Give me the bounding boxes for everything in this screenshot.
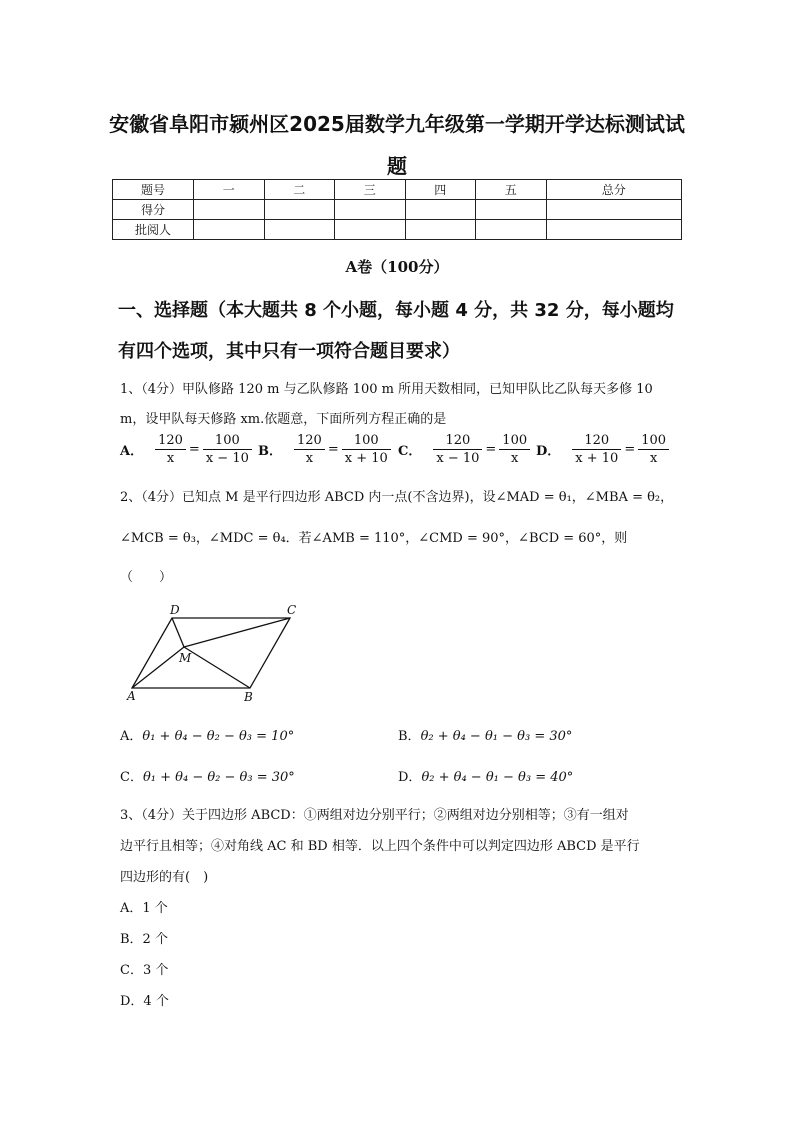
q3-option-d[interactable]: D．4 个 <box>120 994 169 1009</box>
denominator: x − 10 <box>436 451 480 466</box>
q1-option-label: C． <box>398 444 422 459</box>
q2-text-line3: （ ） <box>120 570 173 585</box>
numerator: 100 <box>638 432 669 450</box>
score-cell[interactable] <box>264 220 335 240</box>
q2-option-label: C． <box>120 770 143 785</box>
q3-option-a[interactable]: A．1 个 <box>120 901 168 916</box>
numerator: 100 <box>203 432 252 450</box>
fraction <box>342 432 391 467</box>
score-cell[interactable] <box>264 200 335 220</box>
q2-option-text: θ₁ + θ₄ − θ₂ − θ₃ = 30° <box>142 770 295 785</box>
score-cell[interactable] <box>546 200 682 220</box>
q1-option-d[interactable]: D． $\frac{120}{x + 10}$ = $\frac{100}{x}$ <box>536 432 671 467</box>
denominator: x <box>649 451 658 466</box>
score-cell[interactable] <box>335 220 406 240</box>
score-cell[interactable] <box>546 220 682 240</box>
fraction <box>203 432 252 467</box>
score-cell[interactable] <box>405 220 476 240</box>
q3-text-line2: 边平行且相等；④对角线 AC 和 BD 相等．以上四个条件中可以判定四边形 ABCD 是平行 <box>120 839 640 854</box>
score-header-cell: 三 <box>335 180 406 200</box>
q1-text-line2: m，设甲队每天修路 xm.依题意，下面所列方程正确的是 <box>120 412 447 427</box>
score-header-cell: 四 <box>405 180 476 200</box>
q2-option-label: B． <box>398 729 421 744</box>
q2-option-a[interactable] <box>120 725 294 744</box>
figure-label-d: D <box>170 603 180 617</box>
q1-option-label: D． <box>536 444 561 459</box>
score-header-cell: 题号 <box>113 180 194 200</box>
q2-text-line2: ∠MCB = θ₃，∠MDC = θ₄．若∠AMB = 110°，∠CMD = 90°，∠BCD = 60°，则 <box>120 531 628 546</box>
page-title-line2: 题 <box>387 154 407 178</box>
q3-option-b[interactable]: B．2 个 <box>120 932 168 947</box>
score-cell[interactable] <box>335 200 406 220</box>
denominator: x + 10 <box>344 451 388 466</box>
score-header-cell: 五 <box>476 180 547 200</box>
denominator: x + 10 <box>575 451 619 466</box>
fraction <box>433 432 482 467</box>
volume-heading: A卷（100分） <box>345 258 449 276</box>
q1-option-b[interactable]: B． $\frac{120}{x}$ = $\frac{100}{x + 10}$ <box>258 432 393 467</box>
q3-text-line1: 3、（4分）关于四边形 ABCD：①两组对边分别平行；②两组对边分别相等；③有一组对 <box>120 808 629 823</box>
q2-option-c[interactable] <box>120 766 295 785</box>
q2-option-text: θ₂ + θ₄ − θ₁ − θ₃ = 30° <box>420 729 573 744</box>
score-header-cell: 总分 <box>546 180 682 200</box>
figure-label-c: C <box>287 603 297 617</box>
fraction <box>572 432 621 467</box>
score-table-row <box>113 220 682 240</box>
q1-option-label: B． <box>258 444 282 459</box>
q1-option-label: A． <box>120 444 144 459</box>
score-cell[interactable] <box>194 200 265 220</box>
score-cell[interactable] <box>476 220 547 240</box>
q1-text-line1: 1、（4分）甲队修路 120 m 与乙队修路 100 m 所用天数相同，已知甲队比乙队每天多修 10 <box>120 382 653 397</box>
score-cell[interactable] <box>476 200 547 220</box>
score-table-row <box>113 200 682 220</box>
q1-option-c[interactable]: C． $\frac{120}{x - 10}$ = $\frac{100}{x}$ <box>398 432 532 467</box>
q2-option-d[interactable] <box>398 766 573 785</box>
numerator: 120 <box>433 432 482 450</box>
denominator: x <box>166 451 175 466</box>
q2-option-text: θ₁ + θ₄ − θ₂ − θ₃ = 10° <box>142 729 295 744</box>
q1-option-a[interactable]: A． $\frac{120}{x}$ = $\frac{100}{x - 10}$ <box>120 432 254 467</box>
numerator: 120 <box>294 432 325 450</box>
fraction <box>155 432 186 467</box>
figure-label-a: A <box>127 689 136 703</box>
q3-text-line3: 四边形的有( ) <box>120 870 209 885</box>
q2-option-label: A． <box>120 729 143 744</box>
denominator: x − 10 <box>205 451 249 466</box>
q2-option-label: D． <box>398 770 422 785</box>
score-row-label: 批阅人 <box>113 220 194 240</box>
score-header-cell: 二 <box>264 180 335 200</box>
numerator: 100 <box>342 432 391 450</box>
score-header-cell: 一 <box>194 180 265 200</box>
score-table-header-row <box>113 180 682 200</box>
q3-option-c[interactable]: C．3 个 <box>120 963 169 978</box>
figure-label-m: M <box>179 651 192 665</box>
numerator: 100 <box>499 432 530 450</box>
denominator: x <box>305 451 314 466</box>
parallelogram-figure <box>122 600 312 705</box>
fraction <box>294 432 325 467</box>
q2-option-b[interactable] <box>398 725 572 744</box>
q2-text-line1: 2、（4分）已知点 M 是平行四边形 ABCD 内一点(不含边界)，设∠MAD = θ₁，∠MBA = θ₂， <box>120 490 674 505</box>
score-cell[interactable] <box>405 200 476 220</box>
page-title-line1: 安徽省阜阳市颍州区2025届数学九年级第一学期开学达标测试试 <box>109 112 685 136</box>
score-cell[interactable] <box>194 220 265 240</box>
score-table <box>112 179 682 240</box>
numerator: 120 <box>572 432 621 450</box>
score-row-label: 得分 <box>113 200 194 220</box>
q2-option-text: θ₂ + θ₄ − θ₁ − θ₃ = 40° <box>421 770 574 785</box>
fraction <box>499 432 530 467</box>
denominator: x <box>511 451 519 466</box>
section1-heading-line1: 一、选择题（本大题共 8 个小题，每小题 4 分，共 32 分，每小题均 <box>118 300 674 321</box>
section1-heading-line2: 有四个选项，其中只有一项符合题目要求） <box>118 341 460 362</box>
numerator: 120 <box>155 432 186 450</box>
fraction <box>638 432 669 467</box>
figure-label-b: B <box>244 690 253 704</box>
